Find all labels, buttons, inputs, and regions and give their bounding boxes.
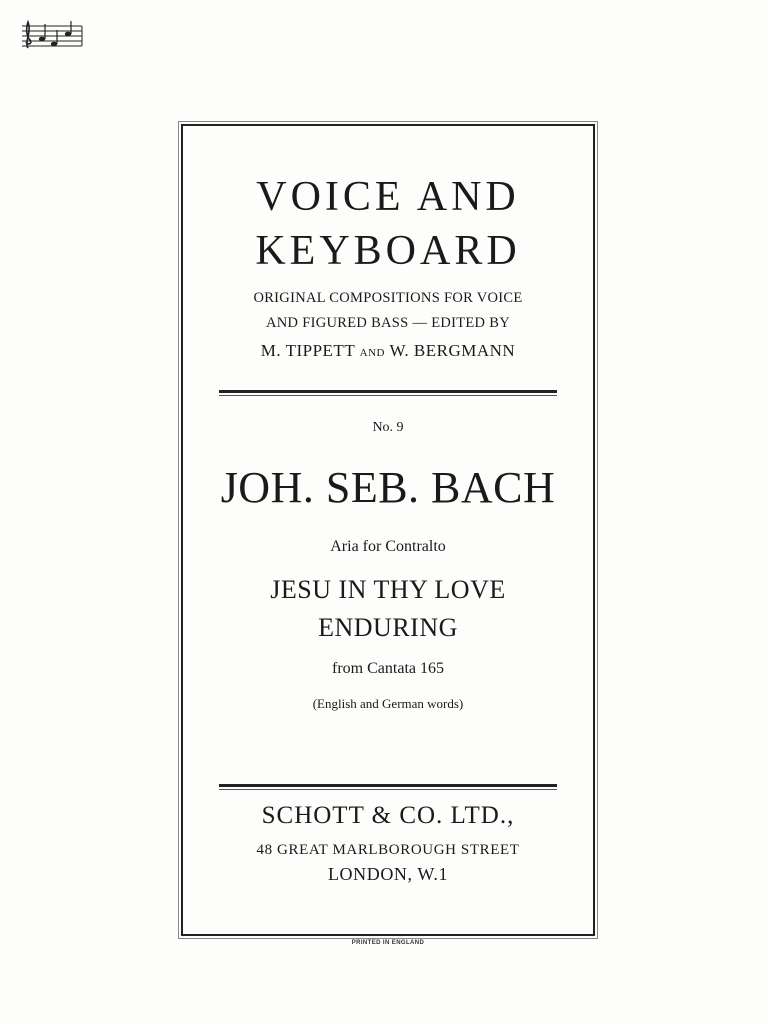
editor-join: AND <box>359 347 385 359</box>
series-number: No. 9 <box>372 420 404 435</box>
imprint-note: PRINTED IN ENGLAND <box>351 940 425 946</box>
publisher-address <box>183 839 593 887</box>
editor-2: W. BERGMANN <box>389 341 516 360</box>
city-address: LONDON, W.1 <box>327 864 449 884</box>
series-subtitle <box>183 286 593 336</box>
work-title-line-1: JESU IN THY LOVE <box>270 575 506 604</box>
series-title <box>183 170 593 278</box>
series-title-line-2: KEYBOARD <box>255 228 521 274</box>
cover-frame <box>181 124 595 936</box>
series-subtitle-line-1: ORIGINAL COMPOSITIONS FOR VOICE <box>253 290 523 306</box>
languages-note: (English and German words) <box>312 696 464 711</box>
work-title-line-2: ENDURING <box>318 613 458 642</box>
series-title-line-1: VOICE AND <box>256 174 520 220</box>
work-source: from Cantata 165 <box>332 660 444 677</box>
series-subtitle-line-2: AND FIGURED BASS — EDITED BY <box>265 315 511 331</box>
street-address: 48 GREAT MARLBOROUGH STREET <box>256 842 520 858</box>
divider-rule <box>219 784 557 787</box>
music-staff-icon <box>16 18 86 52</box>
work-title <box>183 571 593 647</box>
divider-rule <box>219 390 557 393</box>
editors <box>183 341 593 361</box>
publisher-name: SCHOTT & CO. LTD., <box>261 802 515 829</box>
aria-designation: Aria for Contralto <box>330 538 446 555</box>
composer-name: JOH. SEB. BACH <box>220 463 556 512</box>
editor-1: M. TIPPETT <box>260 341 355 360</box>
